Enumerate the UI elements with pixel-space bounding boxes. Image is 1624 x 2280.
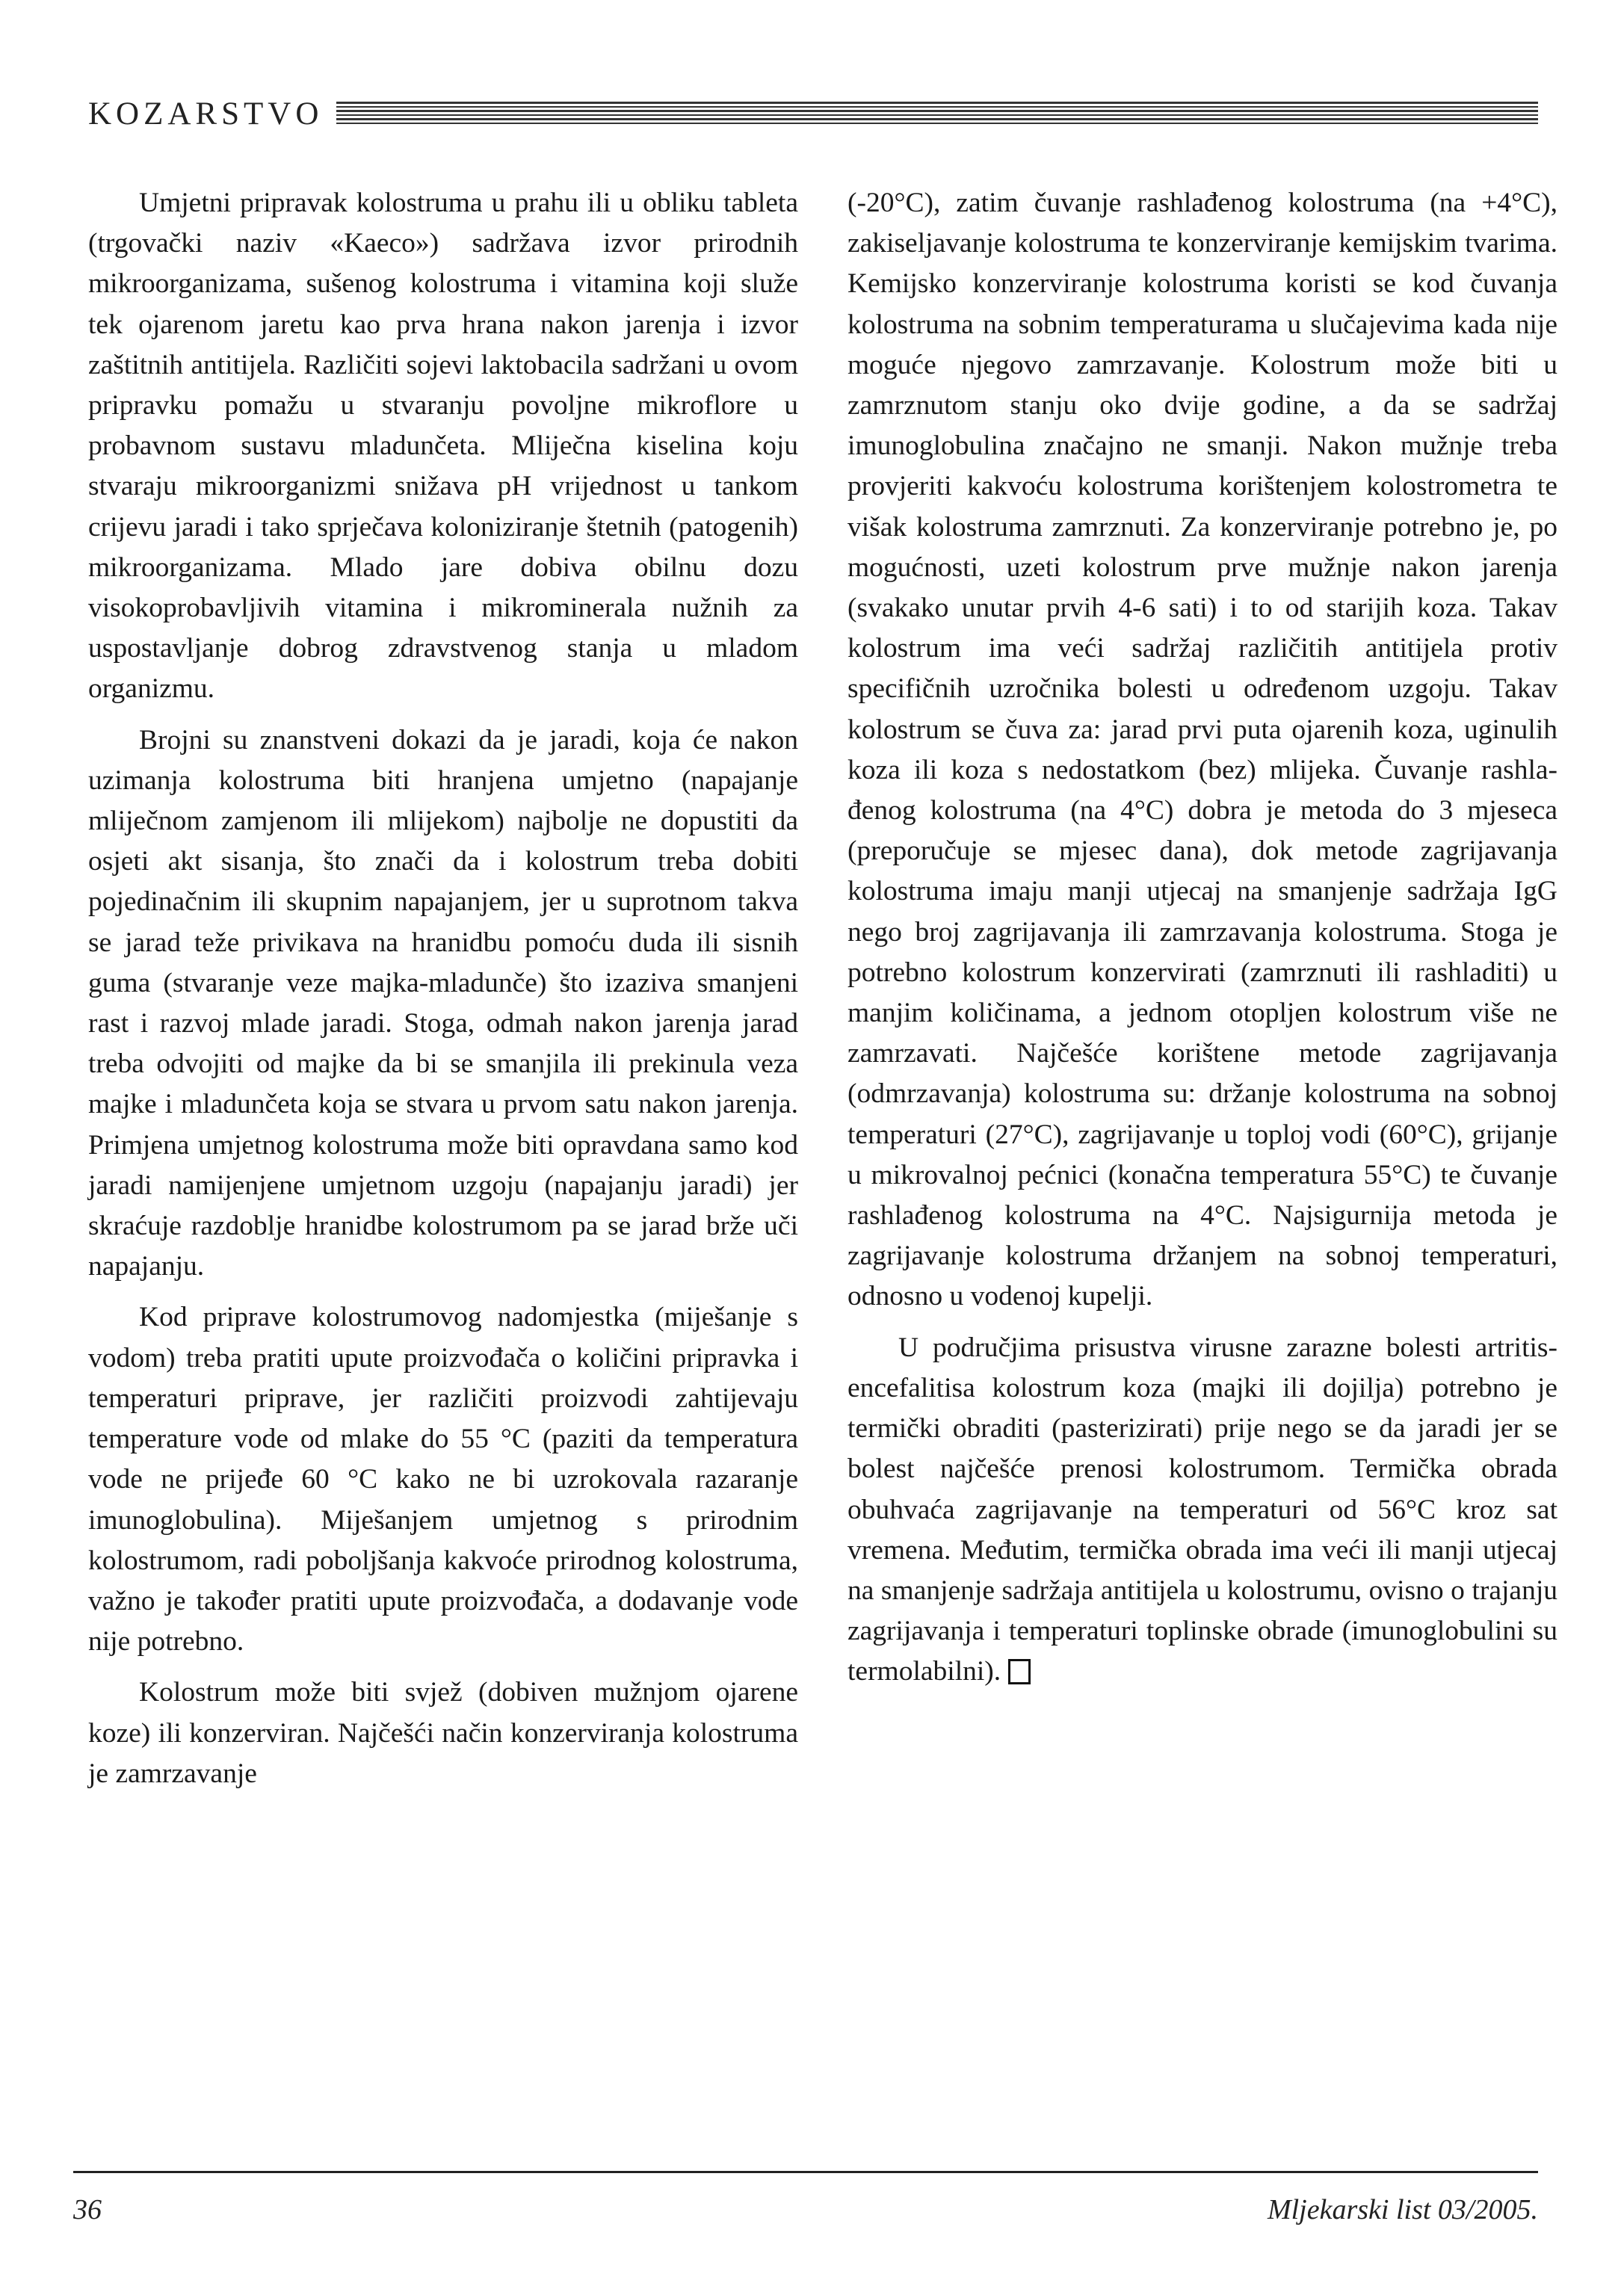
paragraph-final	[847, 1328, 1557, 1693]
paragraph: Kod priprave kolostrumovog nadomjestka (miješanje s vodom) treba pratiti upute proizvođača o količini pripravka i temperaturi priprave, jer različiti proizvodi zahtijevaju temperature vode od mlake do 55 °C (paziti da temperatura vode ne prijeđe 60 °C kako ne bi uzrokovala razaranje imunoglobulina). Miješanjem umjetnog s prirodnim kolostrumom, radi poboljšanja kakvoće prirodnog kolostruma, važno je također pratiti upute proizvođača, a dodavanje vode nije potrebno.	[88, 1302, 798, 1658]
paragraph: Kolostrum može biti svjež (dobiven mužnjom ojarene koze) ili konzerviran. Najčešći način konzerviranja kolostruma je zamrzavanje	[88, 1677, 798, 1789]
paragraph: Brojni su znanstveni dokazi da je jaradi, koja će nakon uzimanja kolostruma biti hranjena umjetno (napajanje mliječnom zamjenom ili mlijekom) najbolje ne dopustiti da osjeti akt sisanja, što znači da i kolostrum treba dobiti pojedinačnim ili skupnim napajanjem, jer u suprotnom takva se jarad teže privikava na hranidbu pomoću duda ili sisnih guma (stvaranje veze majka-mladunče) što izaziva smanjeni rast i razvoj mlade jaradi. Stoga, odmah nakon jarenja jarad treba odvojiti od majke da bi se smanjila ili prekinula veza majke i mladunčeta koja se stvara u prvom satu nakon jarenja. Primjena umjetnog kolostruma može biti opravdana samo kod jaradi namijenjene umjetnom uzgoju (napajanju jaradi) jer skraćuje razdoblje hranidbe kolostrumom pa se jarad brže uči napajanju.	[88, 724, 798, 1282]
paragraph: Umjetni pripravak kolostruma u prahu ili u obliku tableta (trgovački naziv «Kaeco») sadržava izvor prirodnih mikroorganizama, sušenog kolostruma i vitamina koji služe tek ojarenom jaretu kao prva hrana nakon jarenja i izvor zaštitnih antitijela. Različiti sojevi laktobacila sadržani u ovom pripravku pomažu u stvaranju povoljne mikroflore u probavnom sustavu mladunčeta. Mliječna kiselina koju stvaraju mikroorganizmi snižava pH vrijednost u tankom crijevu jaradi i tako sprječava koloniziranje štetnih (patogenih) mikroorganizama. Mlado jare dobiva obilnu dozu visokoprobavljivih vitamina i mikrominerala nužnih za uspostavljanje dobrog zdravstvenog stanja u mladom organizmu.	[88, 188, 798, 705]
left-column	[88, 183, 798, 1805]
end-of-article-icon	[1008, 1659, 1031, 1684]
journal-reference: Mljekarski list 03/2005.	[1267, 2194, 1538, 2225]
right-column	[847, 183, 1557, 1703]
page-footer	[73, 2171, 1538, 2231]
page-header	[88, 91, 1538, 138]
page-number: 36	[73, 2194, 102, 2225]
paragraph-text: U područjima prisustva virusne zarazne bolesti artritis-encefalitisa kolostrum koza (majki ili dojilja) potrebno je termički obraditi (pasterizirati) prije nego se da jaradi jer se bolest najčešće prenosi kolostrumom. Termička obrada obuhvaća zagrijavanje na temperaturi od 56°C kroz sat vremena. Međutim, termička obrada ima veći ili manji utjecaj na smanjenje sadržaja antitijela u kolostrumu, ovisno o trajanju zagrijavanja i temperaturi toplinske obrade (imunoglobulini su termolabilni).	[847, 1332, 1557, 1687]
section-title: KOZARSTVO	[88, 96, 324, 132]
paragraph-continued: (-20°C), zatim čuvanje rashlađenog kolostruma (na +4°C), zakiseljavanje kolostruma te konzerviranje kemijskim tvarima. Kemijsko konzerviranje kolostruma koristi se kod čuvanja kolostruma na sobnim temperaturama u slučajevima kada nije moguće njegovo zamrzavanje. Kolostrum može biti u zamrznutom stanju oko dvije godine, a da se sadržaj imunoglobulina značajno ne smanji. Nakon mužnje treba provjeriti kakvoću kolostruma korištenjem kolostrometra te višak kolostruma zamrznuti. Za konzerviranje potrebno je, po mogućnosti, uzeti kolostrum prve mužnje nakon jarenja (svakako unutar prvih 4-6 sati) i to od starijih koza. Takav kolostrum ima veći sadržaj različitih antitijela protiv specifičnih uzročnika bolesti u određenom uzgoju. Takav kolostrum se čuva za: jarad prvi puta ojarenih koza, uginulih koza ili koza s nedostatkom (bez) mlijeka. Čuvanje rashla-đenog kolostruma (na 4°C) dobra je metoda do 3 mjeseca (preporučuje se mjesec dana), dok metode zagrijavanja kolostruma imaju manji utjecaj na smanjenje sadržaja IgG nego broj zagrijavanja ili zamrzavanja kolostruma. Stoga je potrebno kolostrum konzervirati (zamrznuti ili rashladiti) u manjim količinama, a jednom otopljen kolostrum više ne zamrzavati. Najčešće korištene metode zagrijavanja (odmrzavanja) kolostruma su: držanje kolostruma na sobnoj temperaturi (27°C), zagrijavanje u toploj vodi (60°C), grijanje u mikrovalnoj pećnici (konačna temperatura 55°C) te čuvanje rashlađenog kolostruma na 4°C. Najsigurnija metoda je zagrijavanje kolostruma držanjem na sobnoj temperaturi, odnosno u vodenoj kupelji.	[847, 188, 1557, 1312]
footer-rule	[73, 2171, 1538, 2173]
header-rule	[336, 102, 1538, 130]
